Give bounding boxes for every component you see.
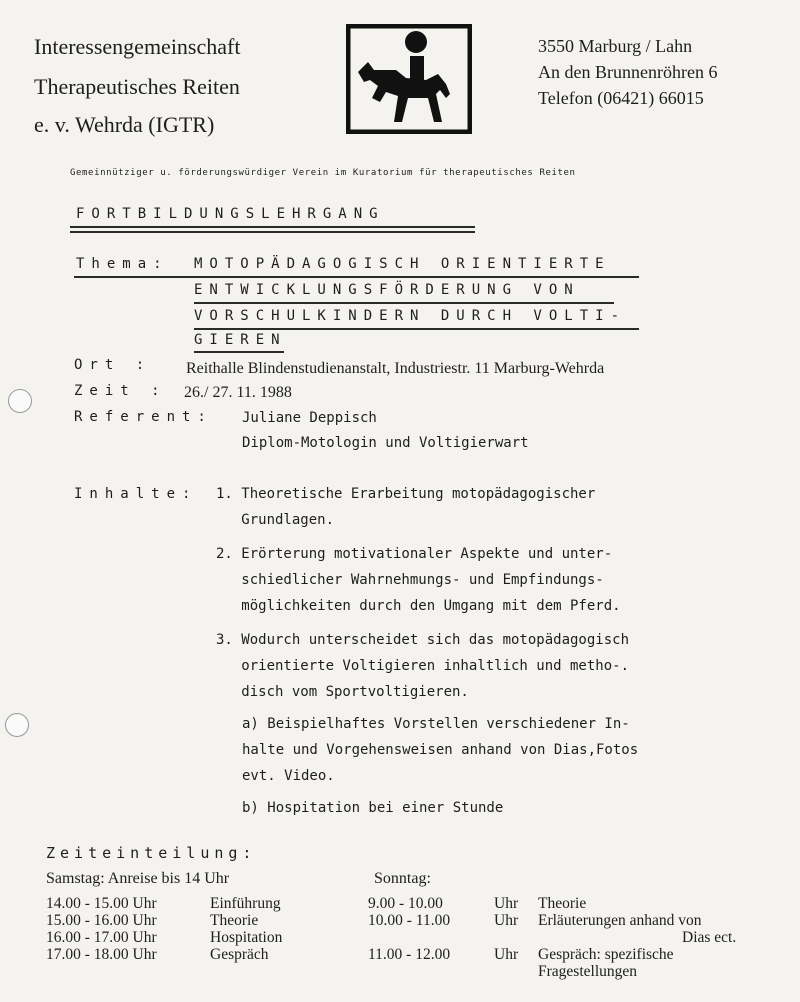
referent-title: Diplom-Motologin und Voltigierwart <box>242 435 529 451</box>
saturday-time-3: 16.00 - 17.00 Uhr <box>46 929 157 946</box>
saturday-heading: Samstag: Anreise bis 14 Uhr <box>46 870 230 887</box>
thema-line-1: MOTOPÄDAGOGISCH ORIENTIERTE <box>194 256 611 272</box>
saturday-time-2: 15.00 - 16.00 Uhr <box>46 912 157 929</box>
zeit-label: Zeit : <box>74 383 167 399</box>
inhalte-line-9: a) Beispielhaftes Vorstellen verschiedener In- <box>242 716 630 732</box>
thema-label: Thema: <box>76 256 169 272</box>
thema-underline-3 <box>194 328 639 330</box>
heading-underline-1 <box>70 226 475 228</box>
org-name-line3: e. v. Wehrda (IGTR) <box>34 112 215 137</box>
inhalte-line-11: evt. Video. <box>242 768 335 784</box>
zeit-value: 26./ 27. 11. 1988 <box>184 384 292 401</box>
thema-underline-1 <box>74 276 639 278</box>
saturday-activity-4: Gespräch <box>210 946 269 963</box>
schedule-heading: Zeiteinteilung: <box>46 844 257 862</box>
sunday-activity-3-cont: Fragestellungen <box>538 963 638 980</box>
address-line1: 3550 Marburg / Lahn <box>538 36 693 56</box>
thema-line-4: GIEREN <box>194 332 287 348</box>
saturday-time-4: 17.00 - 18.00 Uhr <box>46 946 157 963</box>
sunday-uhr-1: Uhr <box>494 895 519 912</box>
inhalte-label: Inhalte: <box>74 486 198 502</box>
org-name-line1: Interessengemeinschaft <box>34 34 241 59</box>
org-name-line2: Therapeutisches Reiten <box>34 74 240 99</box>
saturday-activity-3: Hospitation <box>210 929 283 946</box>
thema-line-3: VORSCHULKINDERN DURCH VOLTI- <box>194 308 627 324</box>
inhalte-line-4: schiedlicher Wahrnehmungs- und Empfindungs- <box>216 572 604 588</box>
punch-hole-bottom <box>5 713 29 737</box>
sunday-time-3: 11.00 - 12.00 <box>368 946 451 963</box>
sunday-activity-2-cont: Dias ect. <box>682 929 737 946</box>
inhalte-line-5: möglichkeiten durch den Umgang mit dem Pferd. <box>216 598 621 614</box>
ort-label: Ort : <box>74 357 152 373</box>
sunday-activity-3: Gespräch: spezifische <box>538 946 674 963</box>
inhalte-line-10: halte und Vorgehensweisen anhand von Dias,Fotos <box>242 742 639 758</box>
heading-underline-2 <box>70 231 475 233</box>
address-line2: An den Brunnenröhren 6 <box>538 62 718 82</box>
saturday-activity-1: Einführung <box>210 895 281 912</box>
punch-hole-top <box>8 389 32 413</box>
sunday-activity-1: Theorie <box>538 895 587 912</box>
inhalte-line-3: 2. Erörterung motivationaler Aspekte und unter- <box>216 546 613 562</box>
saturday-time-1: 14.00 - 15.00 Uhr <box>46 895 157 912</box>
saturday-activity-2: Theorie <box>210 912 259 929</box>
inhalte-line-8: disch vom Sportvoltigieren. <box>216 684 469 700</box>
inhalte-line-12: b) Hospitation bei einer Stunde <box>242 800 504 816</box>
referent-name: Juliane Deppisch <box>242 410 377 426</box>
course-heading: FORTBILDUNGSLEHRGANG <box>76 206 385 222</box>
sunday-uhr-2: Uhr <box>494 912 519 929</box>
sunday-time-2: 10.00 - 11.00 <box>368 912 451 929</box>
inhalte-line-6: 3. Wodurch unterscheidet sich das motopädagogisch <box>216 632 630 648</box>
inhalte-line-7: orientierte Voltigieren inhaltlich und metho-. <box>216 658 630 674</box>
thema-line-2: ENTWICKLUNGSFÖRDERUNG VON <box>194 282 580 298</box>
thema-underline-4 <box>194 351 284 353</box>
address-line3: Telefon (06421) 66015 <box>538 88 704 108</box>
sunday-activity-2: Erläuterungen anhand von <box>538 912 702 929</box>
tagline: Gemeinnütziger u. förderungswürdiger Verein im Kuratorium für therapeutisches Reiten <box>70 168 576 178</box>
sunday-time-1: 9.00 - 10.00 <box>368 895 443 912</box>
ort-value: Reithalle Blindenstudienanstalt, Industriestr. 11 Marburg-Wehrda <box>186 360 605 377</box>
horse-rider-logo-icon <box>346 24 472 134</box>
sunday-heading: Sonntag: <box>374 870 431 887</box>
thema-underline-2 <box>194 302 614 304</box>
sunday-uhr-3: Uhr <box>494 946 519 963</box>
inhalte-line-1: 1. Theoretische Erarbeitung motopädagogischer <box>216 486 596 502</box>
inhalte-line-2: Grundlagen. <box>216 512 335 528</box>
referent-label: Referent: <box>74 409 213 425</box>
